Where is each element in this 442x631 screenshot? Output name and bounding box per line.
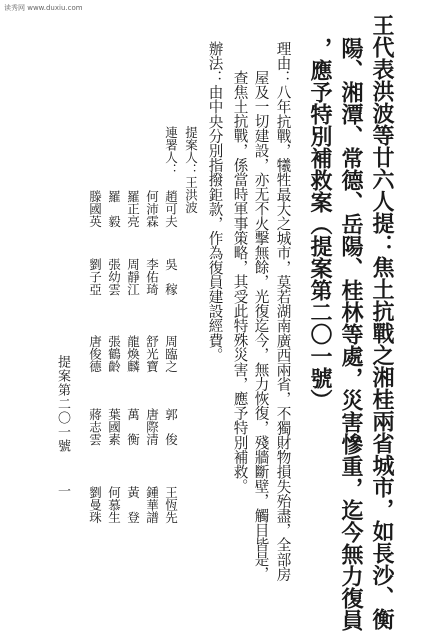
- cosigner-name: 黃 登: [125, 486, 141, 524]
- page-number: 一: [55, 484, 70, 498]
- reason-line-2: 屋及一切建設，亦无不火擊無餘，光復迄今，無力恢復，殘牆斷壁，觸目皆是，: [252, 70, 270, 581]
- title-line-1: 王代表洪波等廿六人提：焦土抗戰之湘桂兩省城市，如長沙、衡: [369, 14, 395, 630]
- reason-line-3: 查焦土抗戰，係當時軍事策略，其受此特殊災害，應予特別補救。: [231, 70, 249, 494]
- cosigner-name: 葉國素: [106, 408, 122, 446]
- cosigner-name: 李佑琦: [144, 258, 160, 296]
- cosigner-name: 劉子亞: [87, 258, 103, 296]
- cosigner-name: 萬 衡: [125, 408, 141, 446]
- method-line: 辦法：由中央分別指撥鉅款，作為復員建設經費。: [206, 41, 224, 363]
- cosigner-name: 王恆先: [163, 486, 179, 524]
- cosigner-name: 周靜江: [125, 258, 141, 296]
- title-line-2: 陽、湘潭、常德、岳陽、桂林等處，災害慘重，迄今無力復員: [338, 37, 364, 631]
- cosigner-name: 唐俊德: [87, 335, 103, 373]
- cosigner-name: 劉曼珠: [87, 486, 103, 524]
- cosigner-name: 羅 毅: [106, 190, 122, 228]
- watermark: 读秀网 www.duxiu.com: [4, 4, 83, 12]
- cosigner-name: 羅正亮: [125, 190, 141, 228]
- cosigner-name: 張鶴齡: [106, 335, 122, 373]
- proposer: 提案人：王洪波: [183, 126, 199, 214]
- cosigner-name: 蔣志雲: [87, 408, 103, 446]
- cosigner-name: 何沛霖: [144, 190, 160, 228]
- cosigner-name: 何慕生: [106, 486, 122, 524]
- cosigner-name: 龍煥麟: [125, 335, 141, 373]
- cosigner-name: 吳 稼: [163, 258, 179, 296]
- cosigner-name: 舒光寶: [144, 335, 160, 373]
- cosigner-name: 滕國英: [87, 190, 103, 228]
- cosigner-name: 張幼雲: [106, 258, 122, 296]
- footer-proposal-number: 提案第二〇一號: [55, 355, 70, 453]
- cosigner-name: 唐際清: [144, 408, 160, 446]
- cosigner-name: 鍾華譜: [144, 486, 160, 524]
- cosigner-label: 連署人：: [163, 126, 179, 176]
- cosigner-name: 趙可夫: [163, 190, 179, 228]
- cosigner-name: 郭 俊: [163, 408, 179, 446]
- title-line-3: ，應予特別補救案（提案第二〇一號）: [307, 37, 333, 411]
- cosigner-name: 周臨之: [163, 335, 179, 373]
- reason-line-1: 理由：八年抗戰，犧牲最大之城市，莫若湖南廣西兩省，不獨財物損失殆盡，全部房: [274, 41, 292, 582]
